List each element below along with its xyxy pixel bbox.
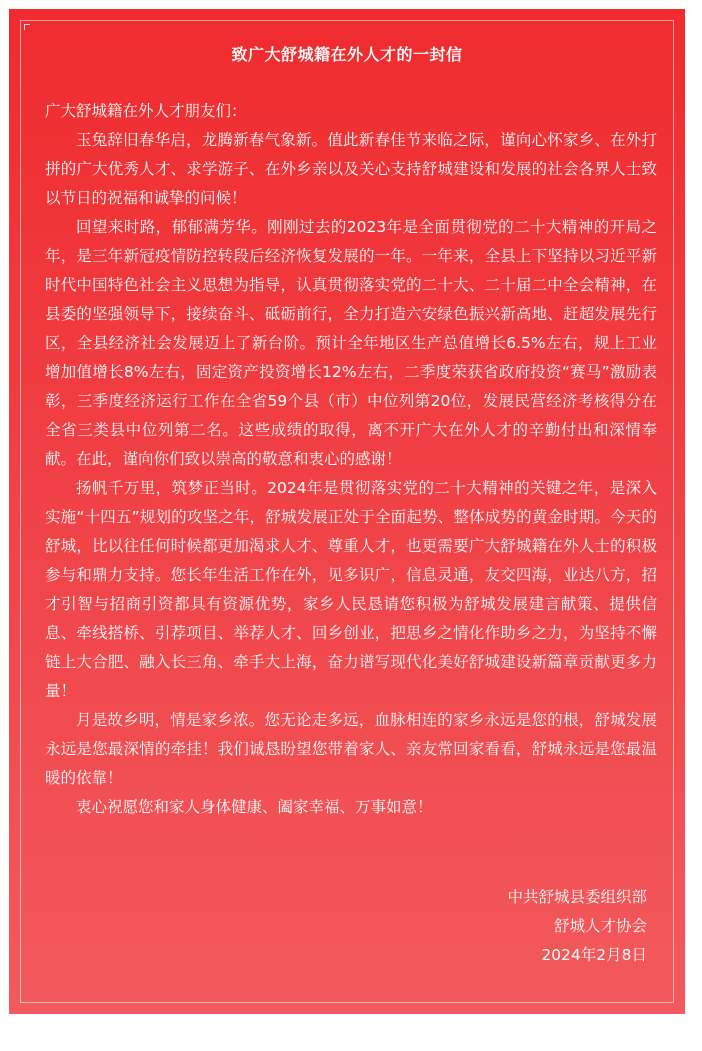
paragraph-greeting: 玉兔辞旧春华启，龙腾新春气象新。值此新春佳节来临之际，谨向心怀家乡、在外打拼的广大优秀人才、求学游子、在外乡亲以及关心支持舒城建设和发展的社会各界人士致以节日的祝福和诚挚的问候！ bbox=[45, 131, 657, 207]
paragraph-homeland: 月是故乡明，情是家乡浓。您无论走多远，血脉相连的家乡永远是您的根，舒城发展永远是您最深情的牵挂！我们诚恳盼望您带着家人、亲友常回家看看，舒城永远是您最温暖的依靠！ bbox=[45, 711, 657, 787]
paragraph-wishes: 衷心祝愿您和家人身体健康、阖家幸福、万事如意！ bbox=[76, 798, 433, 816]
paragraph-appeal: 扬帆千万里，筑梦正当时。2024年是贯彻落实党的二十大精神的关键之年，是深入实施“十四五”规划的攻坚之年，舒城发展正处于全面起势、整体成势的黄金时期。今天的舒城，比以往任何时候都更加渴求人才、尊重人才，也更需要广大舒城籍在外人士的积极参与和鼎力支持。您长年生活工作在外，见多识广，信息灵通，友交四海，业达八方，招才引智与招商引资都具有资源优势，家乡人民恳请您积极为舒城发展建言献策、提供信息、牵线搭桥、引荐项目、举荐人才、回乡创业，把思乡之情化作助乡之力，为坚持不懈链上大合肥、融入长三角、牵手大上海，奋力谱写现代化美好舒城建设新篇章贡献更多力量！ bbox=[45, 479, 657, 700]
paragraph-review: 回望来时路，郁郁满芳华。刚刚过去的2023年是全面贯彻党的二十大精神的开局之年，是三年新冠疫情防控转段后经济恢复发展的一年。一年来，全县上下坚持以习近平新时代中国特色社会主义思想为指导，认真贯彻落实党的二十大、二十届二中全会精神，在县委的坚强领导下，接续奋斗、砥砺前行，全力打造六安绿色振兴新高地、赶超发展先行区，全县经济社会发展迈上了新台阶。预计全年地区生产总值增长6.5%左右，规上工业增加值增长8%左右，固定资产投资增长12%左右，二季度荣获省政府投资“赛马”激励表彰，三季度经济运行工作在全省59个县（市）中位列第20位，发展民营经济考核得分在全省三类县中位列第二名。这些成绩的取得，离不开广大在外人才的辛勤付出和深情奉献。在此，谨向你们致以崇高的敬意和衷心的感谢！ bbox=[45, 218, 657, 468]
salutation: 广大舒城籍在外人才朋友们： bbox=[45, 102, 247, 120]
letter-title: 致广大舒城籍在外人才的一封信 bbox=[231, 45, 463, 64]
signature-block bbox=[507, 883, 647, 970]
letter-date: 2024年2月8日 bbox=[541, 946, 647, 964]
signatory-organization-department: 中共舒城县委组织部 bbox=[507, 888, 647, 906]
letter-card bbox=[9, 9, 685, 1014]
signatory-talent-association: 舒城人才协会 bbox=[553, 917, 647, 935]
corner-ornament bbox=[24, 24, 30, 30]
letter-body bbox=[45, 97, 657, 822]
